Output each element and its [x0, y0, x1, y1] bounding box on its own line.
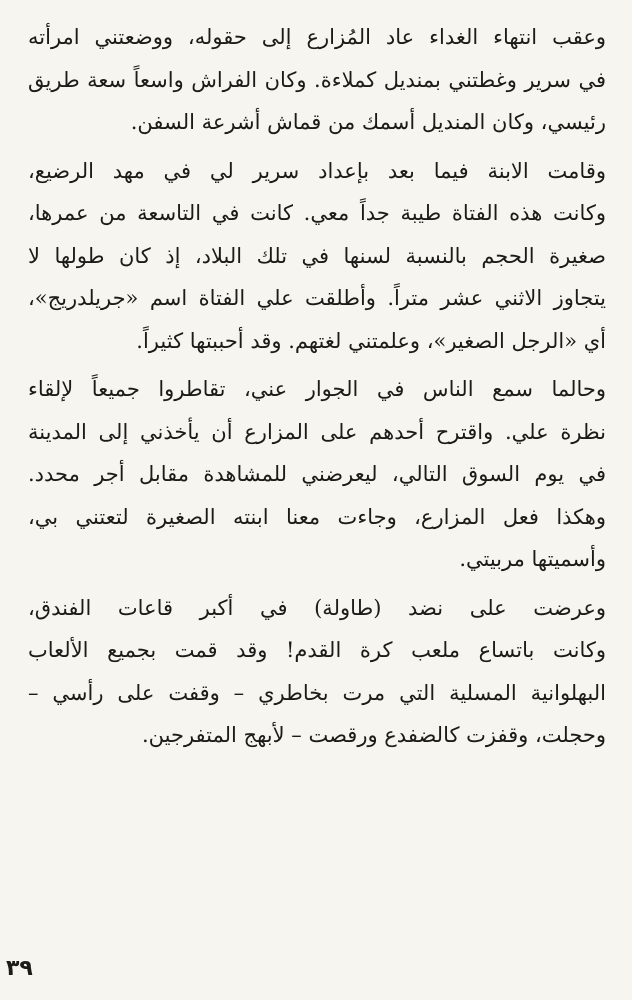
- text-line: نظرة علي. واقترح أحدهم على المزارع أن يأخذني إلى المدينة: [28, 419, 606, 444]
- text-line: وحجلت، وقفزت كالضفدع ورقصت – لأبهج المتفرجين.: [141, 723, 606, 747]
- text-line: في يوم السوق التالي، ليعرضني للمشاهدة مقابل أجر محدد.: [28, 462, 606, 486]
- body-text: [28, 16, 606, 757]
- text-line: رئيسي، وكان المنديل أسمك من قماش أشرعة السفن.: [130, 110, 606, 134]
- text-line: وهكذا فعل المزارع، وجاءت معنا ابنته الصغيرة لتعتني بي،: [28, 504, 606, 529]
- text-line: يتجاوز الاثني عشر متراً. وأطلقت علي الفتاة اسم «جريلدريج»،: [28, 286, 606, 310]
- text-line: وكانت هذه الفتاة طيبة جداً معي. كانت في التاسعة من عمرها،: [28, 201, 606, 225]
- text-line: وحالما سمع الناس في الجوار عني، تقاطروا جميعاً لإلقاء: [28, 377, 606, 401]
- text-line: وكانت باتساع ملعب كرة القدم! وقد قمت بجميع الألعاب: [28, 638, 606, 662]
- text-line: وعقب انتهاء الغداء عاد المُزارع إلى حقوله، ووضعتني امرأته: [28, 25, 606, 49]
- text-line: البهلوانية المسلية التي مرت بخاطري – وقفت على رأسي –: [28, 680, 606, 705]
- text-line: وأسميتها مربيتي.: [459, 547, 606, 571]
- text-line: وعرضت على نضد (طاولة) في أكبر قاعات الفندق،: [28, 595, 606, 620]
- paragraph-3: [28, 368, 606, 581]
- paragraph-4: [28, 587, 606, 757]
- paragraph-1: [28, 16, 606, 144]
- text-line: أي «الرجل الصغير»، وعلمتني لغتهم. وقد أحببتها كثيراً.: [136, 328, 606, 353]
- text-line: صغيرة الحجم بالنسبة لسنها في تلك البلاد، إذ كان طولها لا: [28, 243, 606, 268]
- page-number: ٣٩: [6, 956, 33, 981]
- paragraph-2: [28, 150, 606, 363]
- text-line: في سرير وغطتني بمنديل كملاءة. وكان الفراش واسعاً سعة طريق: [28, 67, 606, 92]
- text-line: وقامت الابنة فيما بعد بإعداد سرير لي في مهد الرضيع،: [28, 158, 606, 183]
